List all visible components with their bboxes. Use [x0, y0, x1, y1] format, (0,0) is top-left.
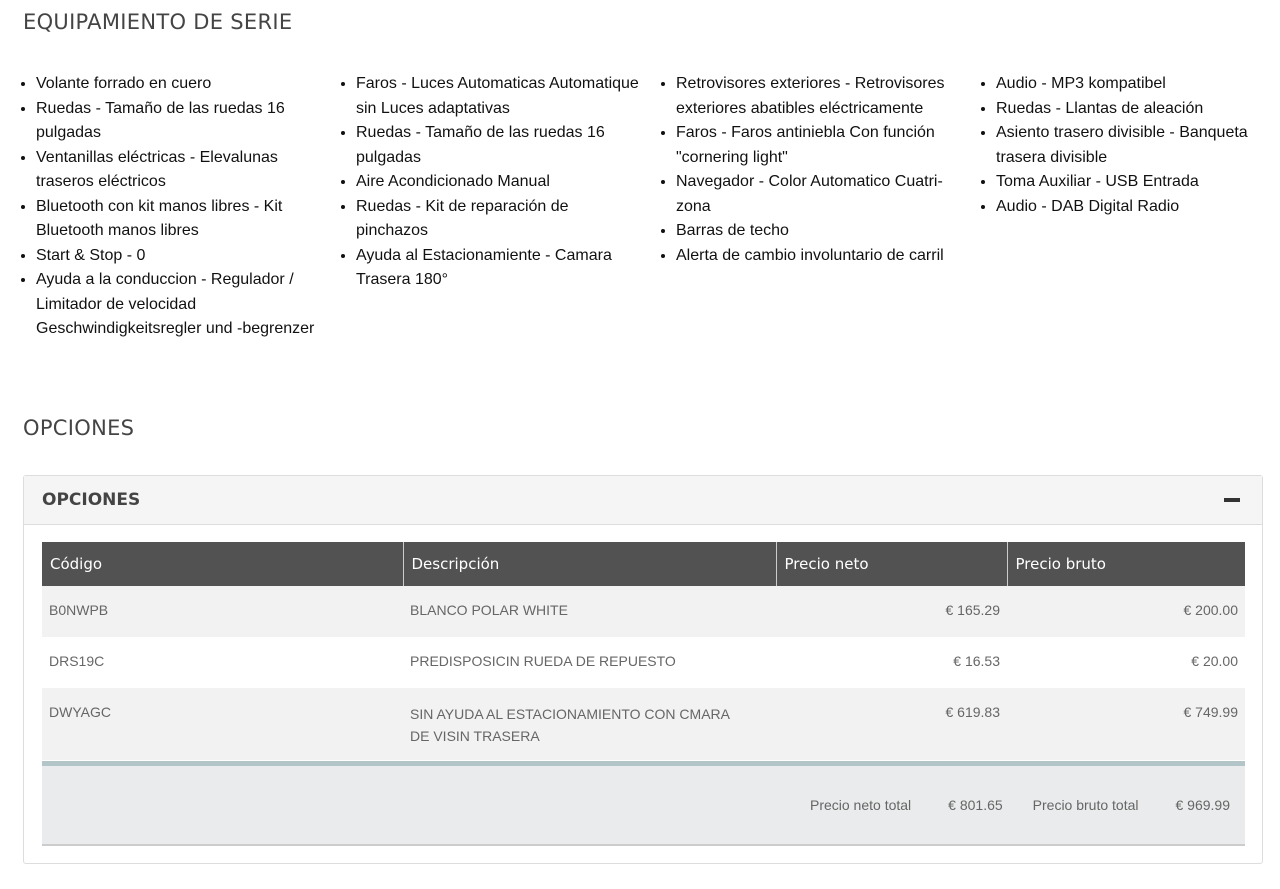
- list-item: • Bluetooth con kit manos libres - Kit Bluetooth manos libres: [36, 195, 338, 244]
- list-item: • Start & Stop - 0: [36, 244, 338, 269]
- table-row: [42, 688, 1245, 760]
- net-total-label: Precio neto total: [809, 797, 912, 813]
- totals-footer: [42, 761, 1245, 846]
- gross-total-value: € 969.99: [1175, 797, 1230, 813]
- list-item: • Barras de techo: [676, 219, 978, 244]
- description-cell: PREDISPOSICIN RUEDA DE REPUESTO: [410, 653, 676, 669]
- gross-total-label: Precio bruto total: [1032, 797, 1139, 813]
- equipment-column: [658, 72, 978, 342]
- code-cell: DWYAGC: [42, 688, 403, 760]
- list-item: • Retrovisores exteriores - Retrovisores exteriores abatibles eléctricamente: [676, 72, 978, 121]
- list-item: • Ruedas - Tamaño de las ruedas 16 pulgadas: [36, 97, 338, 146]
- list-item: • Aire Acondicionado Manual: [356, 170, 658, 195]
- collapse-minus-icon[interactable]: [1224, 498, 1240, 502]
- options-panel: [23, 475, 1263, 864]
- gross-price-cell: € 200.00: [1007, 586, 1245, 637]
- code-cell: DRS19C: [49, 653, 105, 669]
- gross-price-cell: € 20.00: [1191, 653, 1238, 669]
- column-header-gross-price: Precio bruto: [1007, 542, 1245, 586]
- options-table: [42, 542, 1245, 760]
- options-panel-title: OPCIONES: [42, 490, 141, 510]
- list-item: • Faros - Faros antiniebla Con función "cornering light": [676, 121, 978, 170]
- list-item: • Audio - MP3 kompatibel: [996, 72, 1280, 97]
- code-cell: B0NWPB: [42, 586, 403, 637]
- gross-price-cell: € 749.99: [1007, 688, 1245, 760]
- list-item: • Faros - Luces Automaticas Automatique sin Luces adaptativas: [356, 72, 658, 121]
- list-item: • Ruedas - Tamaño de las ruedas 16 pulgadas: [356, 121, 658, 170]
- list-item: • Asiento trasero divisible - Banqueta trasera divisible: [996, 121, 1280, 170]
- net-total-value: € 801.65: [948, 797, 1003, 813]
- net-price-cell: € 16.53: [953, 653, 1000, 669]
- net-price-cell: € 619.83: [776, 688, 1007, 760]
- list-item: • Ayuda a la conduccion - Regulador / Limitador de velocidad Geschwindigkeitsregler und -begrenzer: [36, 268, 338, 342]
- equipment-column: [338, 72, 658, 342]
- options-section-title: OPCIONES: [23, 416, 135, 440]
- equipment-title: EQUIPAMIENTO DE SERIE: [23, 10, 293, 34]
- column-header-net-price: Precio neto: [776, 542, 1007, 586]
- list-item: • Toma Auxiliar - USB Entrada: [996, 170, 1280, 195]
- equipment-list: [18, 72, 1280, 342]
- list-item: • Ventanillas eléctricas - Elevalunas traseros eléctricos: [36, 146, 338, 195]
- list-item: • Navegador - Color Automatico Cuatri-zona: [676, 170, 978, 219]
- description-cell: SIN AYUDA AL ESTACIONAMIENTO CON CMARA DE VISIN TRASERA: [403, 688, 776, 760]
- column-header-description: Descripción: [403, 542, 776, 586]
- options-panel-header[interactable]: [24, 476, 1262, 525]
- list-item: • Volante forrado en cuero: [36, 72, 338, 97]
- net-price-cell: € 165.29: [776, 586, 1007, 637]
- column-header-code: Código: [42, 542, 403, 586]
- description-cell: BLANCO POLAR WHITE: [403, 586, 776, 637]
- equipment-column: [18, 72, 338, 342]
- list-item: • Audio - DAB Digital Radio: [996, 195, 1280, 220]
- table-row: [42, 586, 1245, 637]
- list-item: • Ayuda al Estacionamiente - Camara Trasera 180°: [356, 244, 658, 293]
- equipment-column: [978, 72, 1280, 342]
- list-item: • Ruedas - Llantas de aleación: [996, 97, 1280, 122]
- list-item: • Ruedas - Kit de reparación de pinchazos: [356, 195, 658, 244]
- list-item: • Alerta de cambio involuntario de carril: [676, 244, 978, 269]
- table-row: [42, 637, 1245, 688]
